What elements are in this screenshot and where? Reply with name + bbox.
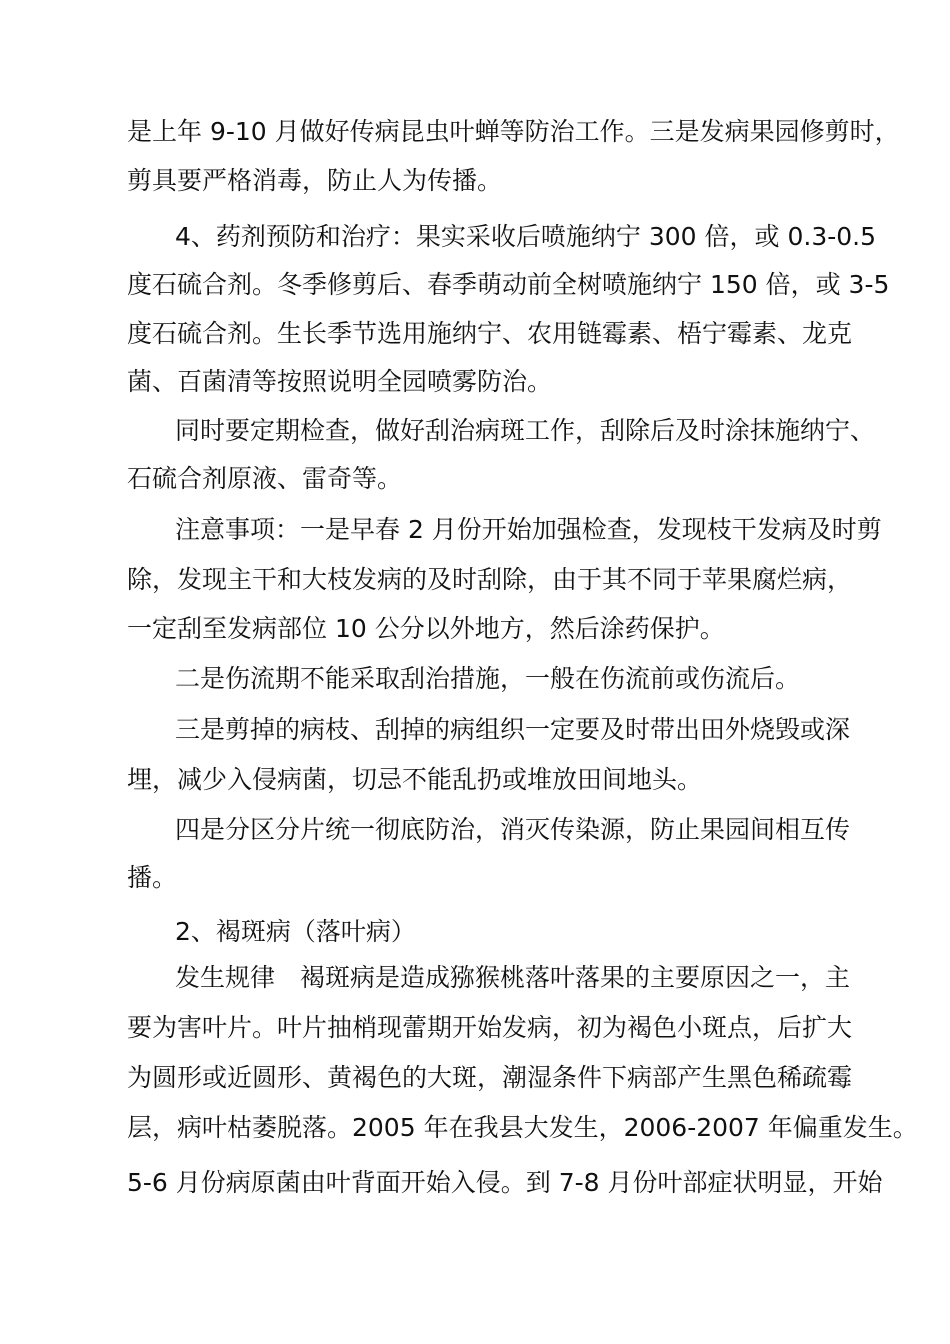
text-line: 除，发现主干和大枝发病的及时刮除，由于其不同于苹果腐烂病， <box>127 565 853 594</box>
text-line: 发生规律 褐斑病是造成猕猴桃落叶落果的主要原因之一，主 <box>175 963 851 992</box>
text-line: 剪具要严格消毒，防止人为传播。 <box>127 166 503 195</box>
text-line: 二是伤流期不能采取刮治措施，一般在伤流前或伤流后。 <box>175 664 801 693</box>
text-line: 一定刮至发病部位 10 公分以外地方，然后涂药保护。 <box>127 614 725 643</box>
text-line: 5-6 月份病原菌由叶背面开始入侵。到 7-8 月份叶部症状明显，开始 <box>127 1168 883 1197</box>
text-line: 三是剪掉的病枝、刮掉的病组织一定要及时带出田外烧毁或深 <box>175 715 851 744</box>
text-line: 同时要定期检查，做好刮治病斑工作，刮除后及时涂抹施纳宁、 <box>175 416 876 445</box>
text-line: 层，病叶枯萎脱落。2005 年在我县大发生，2006-2007 年偏重发生。 <box>127 1113 918 1142</box>
text-line: 菌、百菌清等按照说明全园喷雾防治。 <box>127 367 553 396</box>
text-line: 度石硫合剂。生长季节选用施纳宁、农用链霉素、梧宁霉素、龙克 <box>127 319 853 348</box>
text-line: 为圆形或近圆形、黄褐色的大斑，潮湿条件下病部产生黑色稀疏霉 <box>127 1063 853 1092</box>
text-line: 石硫合剂原液、雷奇等。 <box>127 464 403 493</box>
text-line: 播。 <box>127 863 178 892</box>
text-line: 埋，减少入侵病菌，切忌不能乱扔或堆放田间地头。 <box>127 765 703 794</box>
section-heading: 2、褐斑病（落叶病） <box>175 917 416 946</box>
text-line: 要为害叶片。叶片抽梢现蕾期开始发病，初为褐色小斑点，后扩大 <box>127 1013 853 1042</box>
text-line: 度石硫合剂。冬季修剪后、春季萌动前全树喷施纳宁 150 倍，或 3-5 <box>127 270 890 299</box>
text-line: 四是分区分片统一彻底防治，消灭传染源，防止果园间相互传 <box>175 815 851 844</box>
text-line: 注意事项：一是早春 2 月份开始加强检查，发现枝干发病及时剪 <box>175 515 882 544</box>
text-line: 是上年 9-10 月做好传病昆虫叶蝉等防治工作。三是发病果园修剪时， <box>127 117 900 146</box>
text-line: 4、药剂预防和治疗：果实采收后喷施纳宁 300 倍，或 0.3-0.5 <box>175 222 877 251</box>
